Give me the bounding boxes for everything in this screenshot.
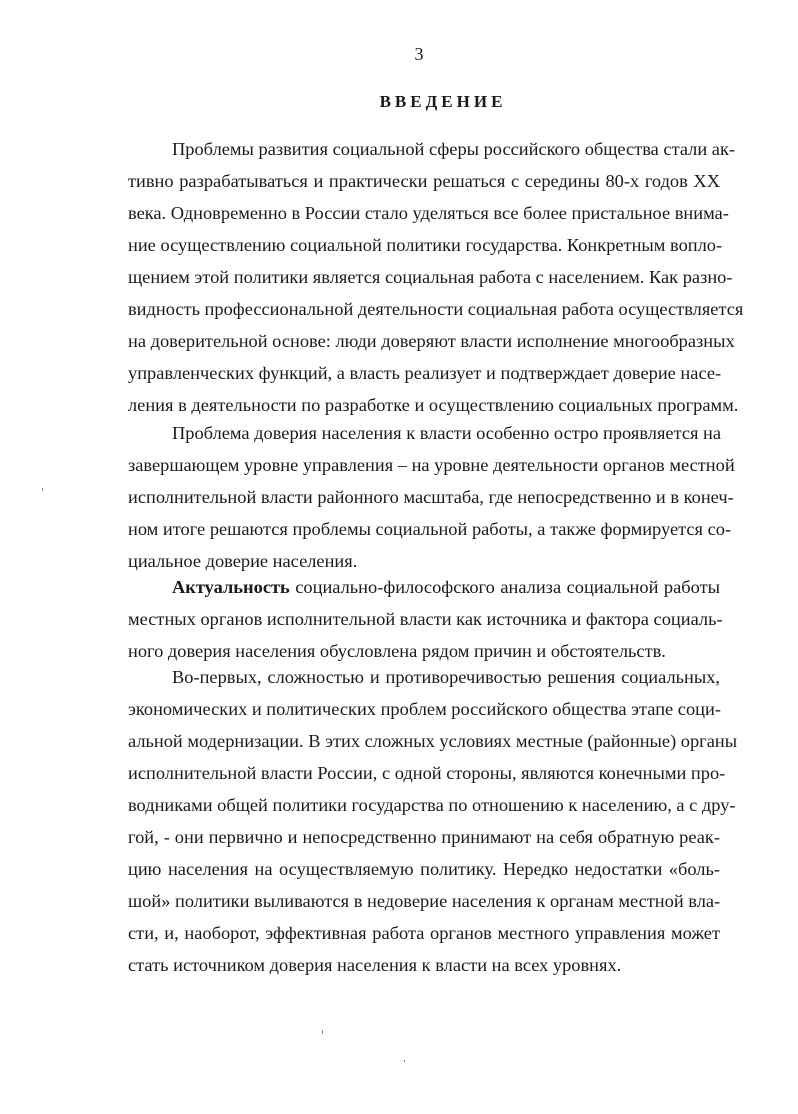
text-line: цию населения на осуществляемую политику. Нередко недостатки «боль-: [128, 859, 720, 879]
text-line: ном итоге решаются проблемы социальной работы, а также формируется со-: [128, 519, 732, 539]
text-line: щением этой политики является социальная работа с населением. Как разно-: [128, 267, 733, 287]
text-line: ние осуществлению социальной политики государства. Конкретным вопло-: [128, 235, 723, 255]
text-line: гой, - они первично и непосредственно принимают на себя обратную реак-: [128, 827, 720, 847]
scan-speck: [42, 488, 43, 491]
page-number: 3: [414, 44, 424, 64]
text-line: водниками общей политики государства по отношению к населению, а с дру-: [128, 795, 736, 815]
text-line: управленческих функций, а власть реализует и подтверждает доверие насе-: [128, 363, 722, 383]
text-line: Проблемы развития социальной сферы российского общества стали ак-: [172, 139, 736, 159]
text-line: Проблема доверия населения к власти особенно остро проявляется на: [172, 423, 722, 443]
text-line: сти, и, наоборот, эффективная работа органов местного управления может: [128, 923, 720, 943]
text-line: местных органов исполнительной власти как источника и фактора социаль-: [128, 609, 723, 629]
text-line: циальное доверие населения.: [128, 551, 358, 571]
text-line-first: [172, 576, 720, 598]
scan-speck: [404, 1060, 405, 1062]
text-line: на доверительной основе: люди доверяют власти исполнение многообразных: [128, 331, 735, 351]
text-line: стать источником доверия населения к власти на всех уровнях.: [128, 955, 622, 975]
text-line: ного доверия населения обусловлена рядом причин и обстоятельств.: [128, 641, 666, 661]
text-line-rest: социально-философского анализа социальной работы: [289, 577, 720, 597]
text-line: альной модернизации. В этих сложных условиях местные (районные) органы: [128, 731, 738, 751]
text-line: исполнительной власти России, с одной стороны, являются конечными про-: [128, 763, 726, 783]
text-line: видность профессиональной деятельности социальная работа осуществляется: [128, 299, 744, 319]
text-line: завершающем уровне управления – на уровне деятельности органов местной: [128, 455, 735, 475]
page-heading: ВВЕДЕНИЕ: [379, 92, 507, 111]
text-line: ления в деятельности по разработке и осуществлению социальных программ.: [128, 395, 739, 415]
text-line: экономических и политических проблем российского общества этапе соци-: [128, 699, 721, 719]
text-line: Во-первых, сложностью и противоречивостью решения социальных,: [172, 667, 720, 687]
text-line: века. Одновременно в России стало уделяться все более пристальное внима-: [128, 203, 729, 223]
scan-speck: [322, 1030, 323, 1034]
text-line: тивно разрабатываться и практически решаться с середины 80-х годов XX: [128, 171, 720, 191]
text-line: шой» политики выливаются в недоверие населения к органам местной вла-: [128, 891, 721, 911]
highlighted-term: Актуальность: [172, 577, 290, 597]
text-line: исполнительной власти районного масштаба, где непосредственно и в конеч-: [128, 487, 734, 507]
